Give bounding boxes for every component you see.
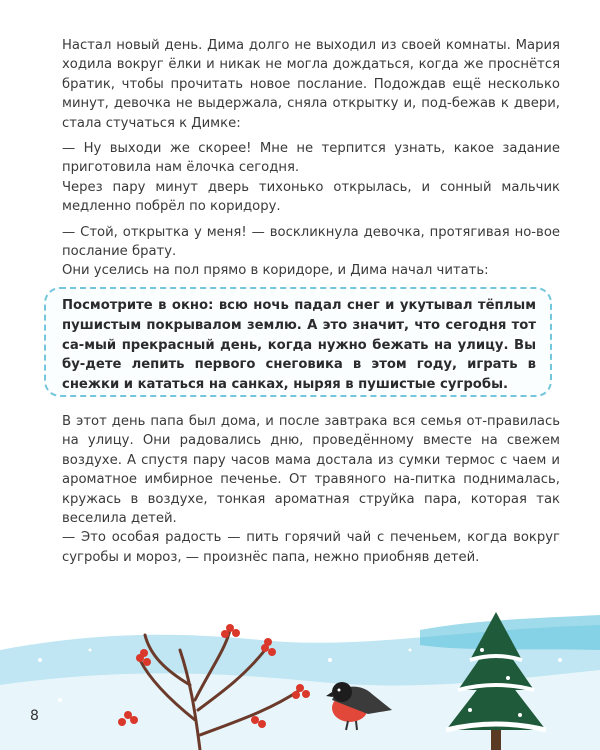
paragraph-3: Через пару минут дверь тихонько открылась, и сонный мальчик медленно побрёл по коридору.	[62, 179, 560, 215]
winter-scene-illustration	[0, 590, 600, 750]
page-number: 8	[30, 708, 39, 724]
story-text-top	[62, 36, 560, 287]
paragraph-6: В этот день папа был дома, и после завтрака вся семья от-правилась на улицу. Они радовались дню, проведённому вместе на свежем воздухе. А спустя пару часов мама достала из сумки термос с чаем и ароматное имбирное печенье. От травяного на-питка поднималась, кружась в воздухе, тонкая ароматная струйка пара, которая так веселила детей.	[62, 414, 560, 527]
paragraph-7: — Это особая радость — пить горячий чай с печеньем, когда вокруг сугробы и мороз, — произнёс папа, нежно приобняв детей.	[62, 530, 560, 565]
paragraph-1: Настал новый день. Дима долго не выходил из своей комнаты. Мария ходила вокруг ёлки и никак не могла дождаться, когда же проснётся братик, чтобы прочитать новое послание. Подождав ещё несколько минут, девочка не выдержала, сняла открытку и, под-бежав к двери, стала стучаться к Димке:	[62, 38, 560, 131]
paragraph-4: — Стой, открытка у меня! — воскликнула девочка, протягивая но-вое послание брату.	[62, 224, 560, 260]
paragraph-5: Они уселись на пол прямо в коридоре, и Дима начал читать:	[62, 263, 489, 279]
message-text: Посмотрите в окно: всю ночь падал снег и укутывал тёплым пушистым покрывалом землю. А это значит, что сегодня тот са-мый прекрасный день, когда нужно бежать на улицу. Вы бу-дете лепить первого снеговика в этом году, играть в снежки и кататься на санках, ныряя в пушистые сугробы.	[62, 298, 536, 393]
story-text-bottom	[62, 412, 560, 567]
paragraph-2: — Ну выходи же скорее! Мне не терпится узнать, какое задание приготовила нам ёлочка сегодня.	[62, 141, 560, 176]
